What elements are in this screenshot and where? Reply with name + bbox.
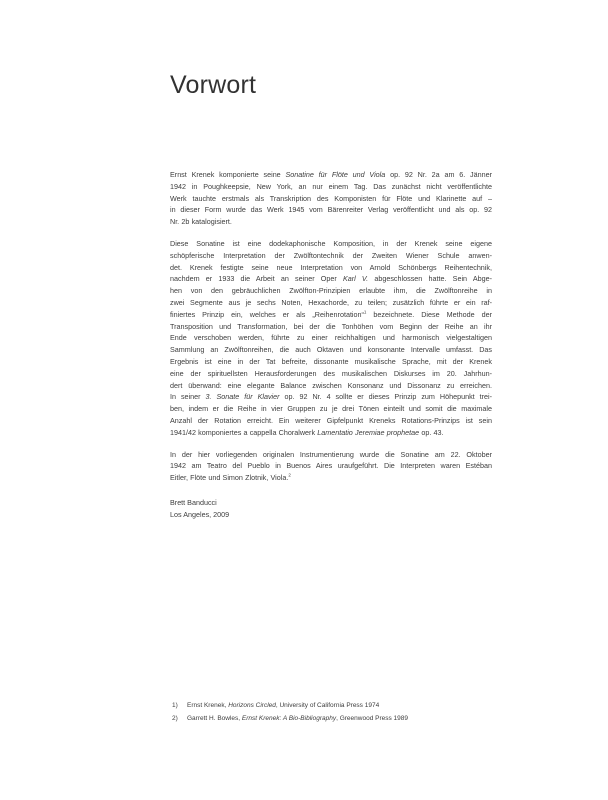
- text-line: [170, 216, 492, 228]
- footnote-text: [187, 712, 502, 725]
- text-run: op. 92 Nr. 2a am 6. Jänner: [385, 170, 492, 179]
- text-run: ben, indem er die Reihe in vier Gruppen zu je drei Tönen einteilt und somit die maximale: [170, 404, 492, 414]
- paragraph: [170, 449, 492, 484]
- footnote: [170, 712, 502, 725]
- signature-author: Brett Banducci: [170, 497, 217, 507]
- text-line: [170, 321, 492, 333]
- text-run: Sonatine für Flöte und Viola: [285, 170, 386, 179]
- text-line: [170, 297, 492, 309]
- text-run: dert überwand: eine elegante Balance zwischen Konsonanz und Dissonanz zu erreichen.: [170, 380, 492, 390]
- text-run: Garrett H. Bowles,: [187, 715, 242, 722]
- text-line: [170, 250, 492, 262]
- preface-text-block: [170, 169, 492, 521]
- paragraph: [170, 169, 492, 228]
- text-line: [170, 193, 492, 205]
- text-run: Sammlung an Zwölftonreihen, die auch Oktaven und konsonante Intervalle umfasst. Das: [170, 345, 492, 355]
- signature: [170, 497, 492, 521]
- text-run: 3. Sonate für Klavier: [205, 392, 280, 402]
- text-run: Werk tauchte erstmals als Transkription des Komponisten für Flöte und Klarinette auf –: [170, 193, 492, 203]
- text-run: Ende verschoben werden, führte zu einer reichhaltigen und harmonisch vielgestaltigen: [170, 333, 492, 343]
- text-run: Anzahl der Rotation erreicht. Ein weiterer Gipfelpunkt Kreneks Rotations-Prinzips ist sein: [170, 415, 492, 425]
- footnote-reference: 2: [288, 472, 291, 478]
- text-line: [170, 285, 492, 297]
- paragraphs: [170, 169, 492, 484]
- text-line: [170, 368, 492, 380]
- text-run: nachdem er 1933 die Arbeit an seiner Oper: [170, 274, 343, 284]
- text-run: Eitler, Flöte und Simon Zlotnik, Viola.: [170, 473, 289, 483]
- footnote-reference: 1: [363, 309, 367, 315]
- text-run: schöpferische Interpretation der Zwölftontechnik der Zweiten Wiener Schule anwen-: [170, 250, 492, 260]
- text-run: finiertes Prinzip ein, welches er als „Reihenrotation“: [170, 309, 364, 319]
- text-run: Karl V.: [342, 274, 369, 284]
- text-run: in dieser Form wurde das Werk 1945 vom Bärenreiter Verlag veröffentlicht und als op. 92: [170, 205, 492, 215]
- text-run: zwei Segmente aus je sechs Noten, Hexachorde, zu teilen; zusätzlich führte er ein raf-: [170, 297, 492, 307]
- signature-place-date: Los Angeles, 2009: [170, 509, 230, 519]
- text-line: [170, 169, 492, 181]
- text-line: [170, 344, 492, 356]
- text-run: Ergebnis ist eine in der Tat befreite, dissonante musikalische Sprache, mit der Krenek: [170, 356, 492, 366]
- text-run: , Greenwood Press 1989: [336, 715, 408, 722]
- footnote: [170, 699, 502, 712]
- text-run: Ernst Krenek: A Bio-Bibliography: [241, 715, 337, 722]
- text-run: , University of California Press 1974: [275, 702, 380, 709]
- footnote-marker: 2): [172, 715, 178, 722]
- footnotes: [170, 699, 502, 725]
- text-run: Horizons Circled: [228, 702, 276, 709]
- text-line: [170, 460, 492, 472]
- text-line: [170, 273, 492, 285]
- text-line: [170, 449, 492, 461]
- text-run: 1942 in Poughkeepsie, New York, an nur einem Tag. Das zunächst nicht veröffentlichte: [170, 181, 492, 191]
- text-run: hen von den gebräuchlichen Zwölfton-Prinzipien erlaubte ihm, die Zwölftonreihe in: [170, 286, 492, 296]
- text-run: 1942 am Teatro del Pueblo in Buenos Aires uraufgeführt. Die Interpreten waren Estéban: [170, 461, 492, 471]
- text-run: Ernst Krenek komponierte seine: [170, 170, 286, 179]
- text-line: [170, 238, 492, 250]
- text-run: det. Krenek festigte seine neue Interpretation von Arnold Schönbergs Reihentechnik,: [170, 262, 492, 272]
- text-run: In der hier vorliegenden originalen Instrumentierung wurde die Sonatine am 22. Oktober: [170, 449, 492, 459]
- text-line: [170, 380, 492, 392]
- text-line: [170, 427, 492, 439]
- text-run: op. 92 Nr. 4 sollte er dieses Prinzip zum Höhepunkt trei-: [279, 392, 492, 402]
- paragraph: [170, 238, 492, 439]
- text-line: [170, 309, 492, 321]
- text-line: [170, 262, 492, 274]
- text-run: Lamentatio Jeremiae prophetae: [317, 427, 420, 437]
- footnote-marker: 1): [172, 702, 178, 709]
- text-line: [170, 181, 492, 193]
- page-title: Vorwort: [170, 71, 257, 99]
- footnote-text: [187, 699, 502, 712]
- text-run: Diese Sonatine ist eine dodekaphonische Komposition, in der Krenek seine eigene: [170, 238, 492, 248]
- text-line: [170, 391, 492, 403]
- text-line: [170, 403, 492, 415]
- text-line: [170, 472, 492, 484]
- text-run: abgeschlossen hatte. Sein Abge-: [368, 274, 492, 284]
- text-run: Transposition und Transformation, bei der die Tonhöhen vom Beginn der Reihe an ihr: [170, 321, 492, 331]
- text-line: [170, 356, 492, 368]
- text-run: Nr. 2b katalogisiert.: [170, 217, 232, 227]
- text-line: [170, 204, 492, 216]
- text-run: 1941/42 komponiertes a cappella Choralwerk: [170, 427, 318, 437]
- text-line: [170, 415, 492, 427]
- text-run: eine der spirituellsten Herausforderungen des musikalischen Diskurses im 20. Jahrhun-: [170, 368, 492, 378]
- text-run: In seiner: [170, 392, 206, 402]
- text-run: op. 43.: [419, 427, 444, 437]
- text-line: [170, 332, 492, 344]
- text-run: bezeichnete. Diese Methode der: [366, 309, 492, 319]
- text-run: Ernst Krenek,: [187, 702, 229, 709]
